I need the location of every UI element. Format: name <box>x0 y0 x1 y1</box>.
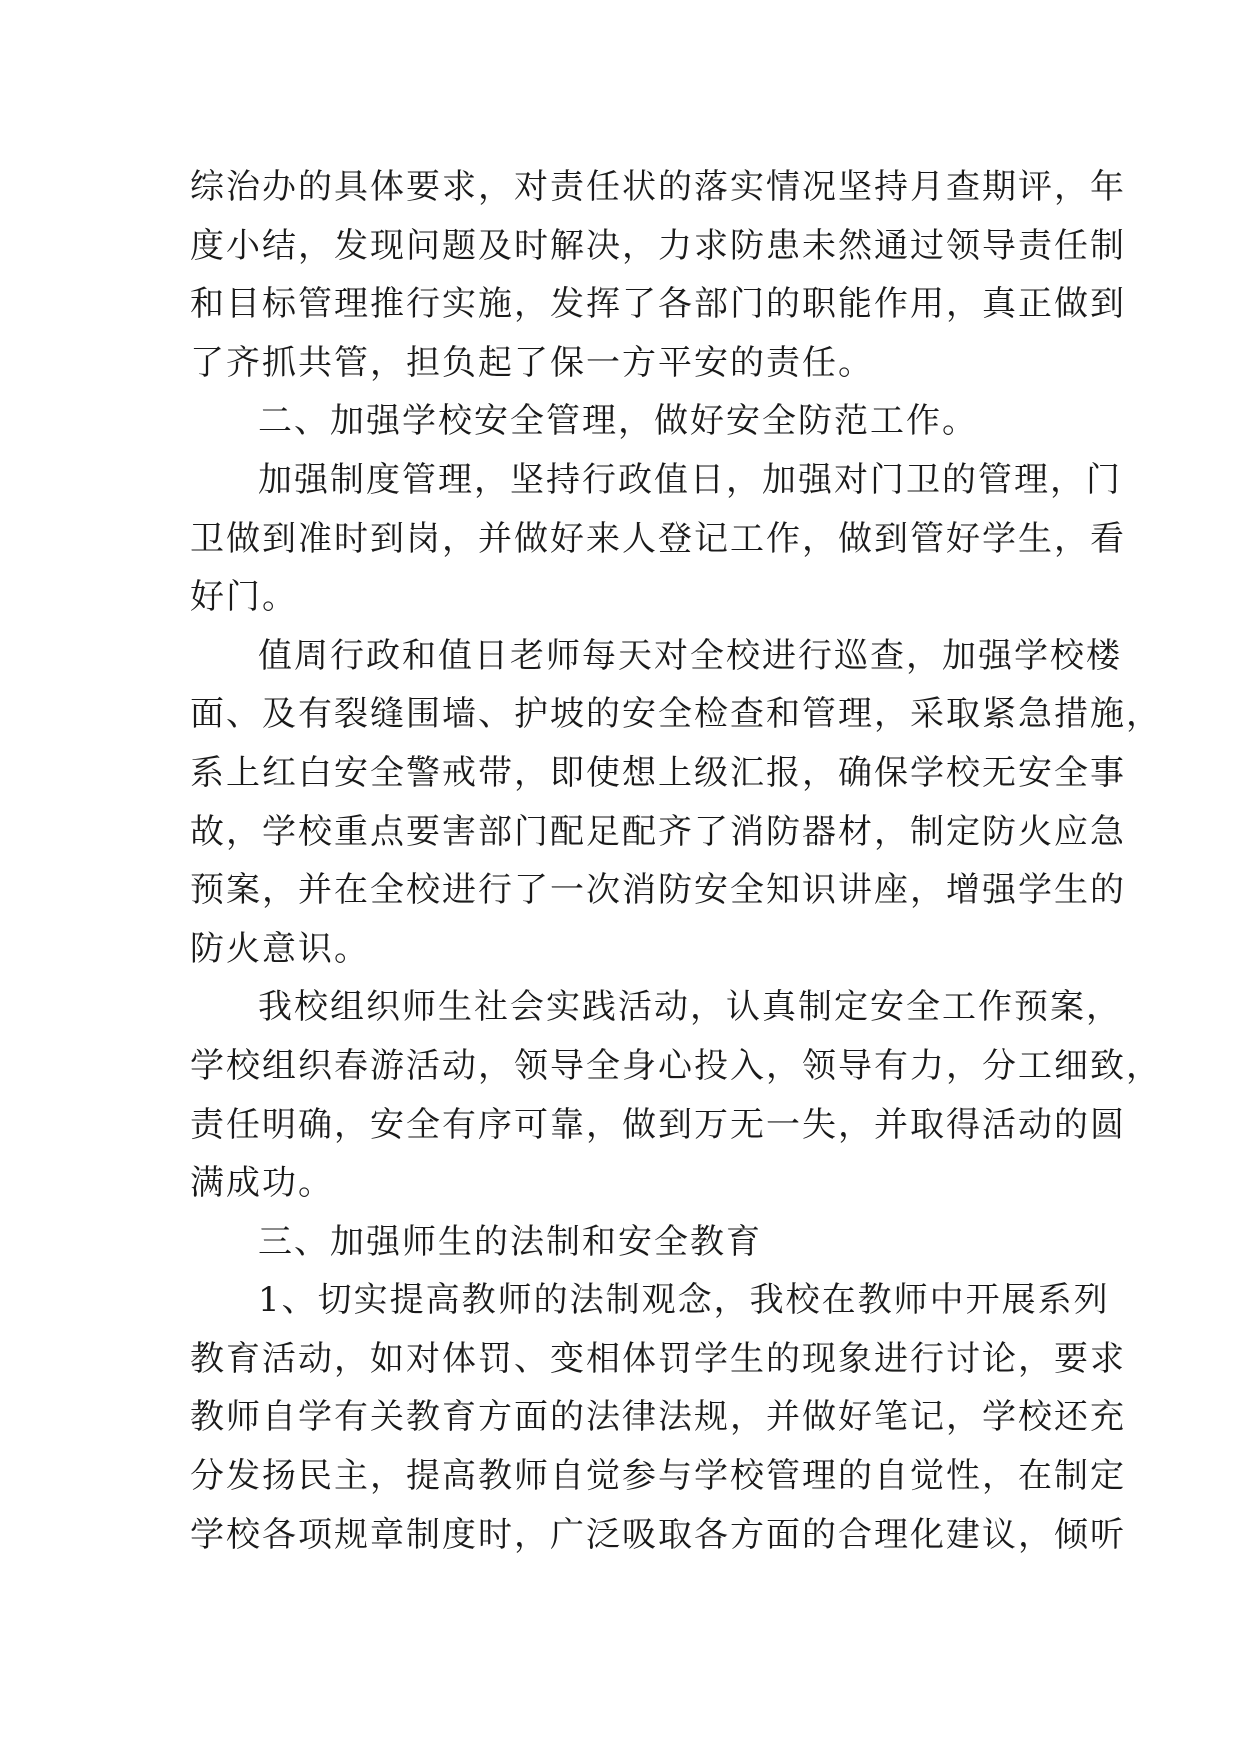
text-line: 值周行政和值日老师每天对全校进行巡查，加强学校楼 <box>258 635 1122 676</box>
text-line: 卫做到准时到岗，并做好来人登记工作，做到管好学生，看 <box>190 518 1126 559</box>
text-line: 教师自学有关教育方面的法律法规，并做好笔记，学校还充 <box>190 1397 1126 1438</box>
document-body <box>190 158 1162 1564</box>
text-line: 我校组织师生社会实践活动，认真制定安全工作预案， <box>258 987 1122 1028</box>
text-line: 预案，并在全校进行了一次消防安全知识讲座，增强学生的 <box>190 870 1126 911</box>
text-line: 了齐抓共管，担负起了保一方平安的责任。 <box>190 342 874 383</box>
text-line: 学校各项规章制度时，广泛吸取各方面的合理化建议，倾听 <box>190 1514 1126 1555</box>
text-line: 责任明确，安全有序可靠，做到万无一失，并取得活动的圆 <box>190 1104 1126 1145</box>
text-line: 二、加强学校安全管理，做好安全防范工作。 <box>258 401 978 442</box>
text-line: 防火意识。 <box>190 928 370 969</box>
text-line: 学校组织春游活动，领导全身心投入，领导有力，分工细致， <box>190 1045 1162 1086</box>
text-line: 加强制度管理，坚持行政值日，加强对门卫的管理，门 <box>258 459 1122 500</box>
text-line: 和目标管理推行实施，发挥了各部门的职能作用，真正做到 <box>190 284 1126 325</box>
text-line: 满成功。 <box>190 1163 334 1204</box>
text-line: 系上红白安全警戒带，即使想上级汇报，确保学校无安全事 <box>190 752 1126 793</box>
text-line: 度小结，发现问题及时解决，力求防患未然通过领导责任制 <box>190 225 1126 266</box>
text-line: 分发扬民主，提高教师自觉参与学校管理的自觉性，在制定 <box>190 1456 1126 1497</box>
text-line: 故，学校重点要害部门配足配齐了消防器材，制定防火应急 <box>190 811 1126 852</box>
text-line: 三、加强师生的法制和安全教育 <box>258 1221 762 1262</box>
text-line: 综治办的具体要求，对责任状的落实情况坚持月查期评，年 <box>190 167 1126 207</box>
text-line: 面、及有裂缝围墙、护坡的安全检查和管理，采取紧急措施， <box>190 694 1162 735</box>
text-line: 教育活动，如对体罚、变相体罚学生的现象进行讨论，要求 <box>190 1338 1126 1379</box>
text-line: 1、切实提高教师的法制观念，我校在教师中开展系列 <box>258 1280 1110 1321</box>
text-line: 好门。 <box>190 577 298 618</box>
